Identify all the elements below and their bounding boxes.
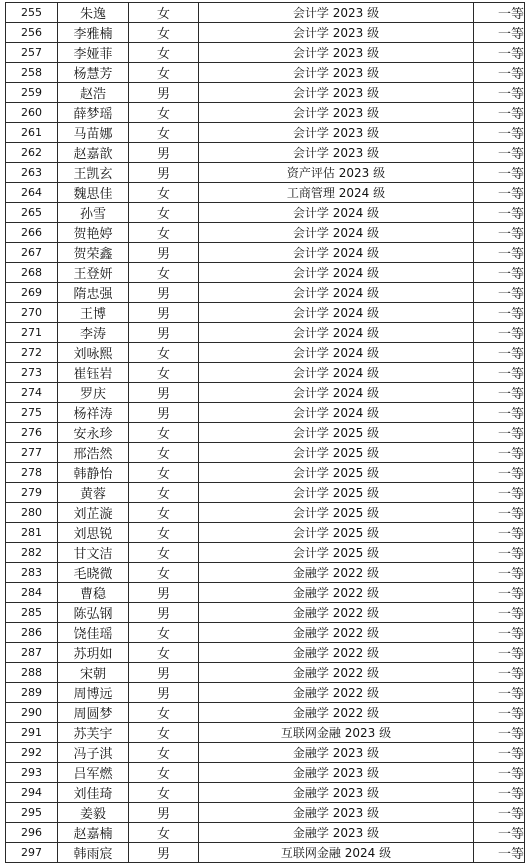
row-number-cell: 289 bbox=[6, 683, 58, 703]
major-cohort-cell: 会计学 2024 级 bbox=[199, 303, 474, 323]
award-level-cell: 一等 bbox=[474, 103, 525, 123]
gender-cell: 女 bbox=[129, 183, 199, 203]
major-cohort-cell: 金融学 2022 级 bbox=[199, 603, 474, 623]
row-number-cell: 296 bbox=[6, 823, 58, 843]
student-name-cell: 吕军燃 bbox=[58, 763, 129, 783]
major-cohort-cell: 会计学 2023 级 bbox=[199, 43, 474, 63]
table-row bbox=[6, 723, 525, 743]
student-name-cell: 冯子淇 bbox=[58, 743, 129, 763]
award-level-cell: 一等 bbox=[474, 403, 525, 423]
table-row bbox=[6, 683, 525, 703]
row-number-cell: 258 bbox=[6, 63, 58, 83]
table-row bbox=[6, 3, 525, 23]
student-name-cell: 孙雪 bbox=[58, 203, 129, 223]
student-name-cell: 马苗娜 bbox=[58, 123, 129, 143]
row-number-cell: 286 bbox=[6, 623, 58, 643]
table-row bbox=[6, 243, 525, 263]
table-row bbox=[6, 363, 525, 383]
table-row bbox=[6, 83, 525, 103]
gender-cell: 女 bbox=[129, 23, 199, 43]
gender-cell: 男 bbox=[129, 243, 199, 263]
student-name-cell: 韩静怡 bbox=[58, 463, 129, 483]
gender-cell: 男 bbox=[129, 663, 199, 683]
gender-cell: 女 bbox=[129, 643, 199, 663]
gender-cell: 女 bbox=[129, 103, 199, 123]
major-cohort-cell: 会计学 2025 级 bbox=[199, 543, 474, 563]
row-number-cell: 281 bbox=[6, 523, 58, 543]
table-row bbox=[6, 543, 525, 563]
gender-cell: 男 bbox=[129, 843, 199, 863]
major-cohort-cell: 会计学 2024 级 bbox=[199, 343, 474, 363]
major-cohort-cell: 会计学 2025 级 bbox=[199, 423, 474, 443]
table-row bbox=[6, 343, 525, 363]
award-level-cell: 一等 bbox=[474, 383, 525, 403]
award-level-cell: 一等 bbox=[474, 43, 525, 63]
award-roster-table bbox=[5, 2, 525, 863]
student-name-cell: 周博远 bbox=[58, 683, 129, 703]
row-number-cell: 262 bbox=[6, 143, 58, 163]
award-level-cell: 一等 bbox=[474, 423, 525, 443]
row-number-cell: 276 bbox=[6, 423, 58, 443]
major-cohort-cell: 金融学 2023 级 bbox=[199, 743, 474, 763]
major-cohort-cell: 金融学 2023 级 bbox=[199, 783, 474, 803]
award-level-cell: 一等 bbox=[474, 63, 525, 83]
student-name-cell: 安永珍 bbox=[58, 423, 129, 443]
row-number-cell: 284 bbox=[6, 583, 58, 603]
student-name-cell: 贺荣鑫 bbox=[58, 243, 129, 263]
major-cohort-cell: 会计学 2024 级 bbox=[199, 383, 474, 403]
student-name-cell: 韩雨宸 bbox=[58, 843, 129, 863]
major-cohort-cell: 金融学 2022 级 bbox=[199, 643, 474, 663]
table-row bbox=[6, 583, 525, 603]
award-level-cell: 一等 bbox=[474, 183, 525, 203]
row-number-cell: 264 bbox=[6, 183, 58, 203]
student-name-cell: 刘芷漩 bbox=[58, 503, 129, 523]
row-number-cell: 269 bbox=[6, 283, 58, 303]
table-row bbox=[6, 203, 525, 223]
table-row bbox=[6, 763, 525, 783]
gender-cell: 女 bbox=[129, 503, 199, 523]
row-number-cell: 295 bbox=[6, 803, 58, 823]
table-row bbox=[6, 643, 525, 663]
student-name-cell: 魏思佳 bbox=[58, 183, 129, 203]
table-row bbox=[6, 743, 525, 763]
gender-cell: 女 bbox=[129, 823, 199, 843]
major-cohort-cell: 会计学 2024 级 bbox=[199, 243, 474, 263]
student-name-cell: 刘佳琦 bbox=[58, 783, 129, 803]
row-number-cell: 290 bbox=[6, 703, 58, 723]
award-level-cell: 一等 bbox=[474, 83, 525, 103]
major-cohort-cell: 会计学 2024 级 bbox=[199, 223, 474, 243]
row-number-cell: 270 bbox=[6, 303, 58, 323]
row-number-cell: 275 bbox=[6, 403, 58, 423]
award-level-cell: 一等 bbox=[474, 823, 525, 843]
gender-cell: 女 bbox=[129, 723, 199, 743]
award-level-cell: 一等 bbox=[474, 363, 525, 383]
major-cohort-cell: 互联网金融 2023 级 bbox=[199, 723, 474, 743]
major-cohort-cell: 会计学 2023 级 bbox=[199, 143, 474, 163]
award-level-cell: 一等 bbox=[474, 843, 525, 863]
student-name-cell: 苏芙宇 bbox=[58, 723, 129, 743]
student-name-cell: 王登妍 bbox=[58, 263, 129, 283]
table-row bbox=[6, 623, 525, 643]
gender-cell: 女 bbox=[129, 263, 199, 283]
major-cohort-cell: 互联网金融 2024 级 bbox=[199, 843, 474, 863]
gender-cell: 男 bbox=[129, 383, 199, 403]
row-number-cell: 279 bbox=[6, 483, 58, 503]
major-cohort-cell: 金融学 2022 级 bbox=[199, 583, 474, 603]
award-level-cell: 一等 bbox=[474, 523, 525, 543]
major-cohort-cell: 会计学 2023 级 bbox=[199, 23, 474, 43]
award-level-cell: 一等 bbox=[474, 343, 525, 363]
student-name-cell: 甘文洁 bbox=[58, 543, 129, 563]
gender-cell: 女 bbox=[129, 483, 199, 503]
table-row bbox=[6, 403, 525, 423]
major-cohort-cell: 工商管理 2024 级 bbox=[199, 183, 474, 203]
award-level-cell: 一等 bbox=[474, 263, 525, 283]
award-level-cell: 一等 bbox=[474, 443, 525, 463]
major-cohort-cell: 会计学 2025 级 bbox=[199, 443, 474, 463]
major-cohort-cell: 金融学 2023 级 bbox=[199, 763, 474, 783]
student-name-cell: 薛梦瑶 bbox=[58, 103, 129, 123]
row-number-cell: 274 bbox=[6, 383, 58, 403]
row-number-cell: 292 bbox=[6, 743, 58, 763]
gender-cell: 男 bbox=[129, 803, 199, 823]
award-level-cell: 一等 bbox=[474, 783, 525, 803]
award-level-cell: 一等 bbox=[474, 703, 525, 723]
award-level-cell: 一等 bbox=[474, 283, 525, 303]
row-number-cell: 278 bbox=[6, 463, 58, 483]
gender-cell: 女 bbox=[129, 203, 199, 223]
student-name-cell: 王凯玄 bbox=[58, 163, 129, 183]
table-row bbox=[6, 183, 525, 203]
gender-cell: 女 bbox=[129, 363, 199, 383]
row-number-cell: 266 bbox=[6, 223, 58, 243]
table-row bbox=[6, 483, 525, 503]
table-row bbox=[6, 63, 525, 83]
student-name-cell: 朱逸 bbox=[58, 3, 129, 23]
row-number-cell: 255 bbox=[6, 3, 58, 23]
award-level-cell: 一等 bbox=[474, 223, 525, 243]
award-level-cell: 一等 bbox=[474, 663, 525, 683]
table-row bbox=[6, 23, 525, 43]
student-name-cell: 苏玥如 bbox=[58, 643, 129, 663]
major-cohort-cell: 金融学 2022 级 bbox=[199, 663, 474, 683]
major-cohort-cell: 会计学 2023 级 bbox=[199, 83, 474, 103]
student-name-cell: 李娅菲 bbox=[58, 43, 129, 63]
award-level-cell: 一等 bbox=[474, 463, 525, 483]
table-row bbox=[6, 703, 525, 723]
gender-cell: 女 bbox=[129, 543, 199, 563]
student-name-cell: 毛晓微 bbox=[58, 563, 129, 583]
student-name-cell: 曹稳 bbox=[58, 583, 129, 603]
row-number-cell: 272 bbox=[6, 343, 58, 363]
student-name-cell: 姜毅 bbox=[58, 803, 129, 823]
award-level-cell: 一等 bbox=[474, 563, 525, 583]
gender-cell: 女 bbox=[129, 43, 199, 63]
table-row bbox=[6, 223, 525, 243]
row-number-cell: 271 bbox=[6, 323, 58, 343]
gender-cell: 女 bbox=[129, 563, 199, 583]
table-row bbox=[6, 263, 525, 283]
table-row bbox=[6, 383, 525, 403]
student-name-cell: 隋忠强 bbox=[58, 283, 129, 303]
major-cohort-cell: 会计学 2024 级 bbox=[199, 403, 474, 423]
row-number-cell: 285 bbox=[6, 603, 58, 623]
row-number-cell: 265 bbox=[6, 203, 58, 223]
gender-cell: 女 bbox=[129, 763, 199, 783]
table-row bbox=[6, 103, 525, 123]
gender-cell: 女 bbox=[129, 3, 199, 23]
student-name-cell: 刘咏熙 bbox=[58, 343, 129, 363]
row-number-cell: 277 bbox=[6, 443, 58, 463]
row-number-cell: 288 bbox=[6, 663, 58, 683]
table-row bbox=[6, 823, 525, 843]
gender-cell: 男 bbox=[129, 143, 199, 163]
table-row bbox=[6, 463, 525, 483]
major-cohort-cell: 金融学 2022 级 bbox=[199, 703, 474, 723]
student-name-cell: 赵嘉歆 bbox=[58, 143, 129, 163]
gender-cell: 女 bbox=[129, 223, 199, 243]
major-cohort-cell: 会计学 2024 级 bbox=[199, 363, 474, 383]
award-level-cell: 一等 bbox=[474, 303, 525, 323]
row-number-cell: 283 bbox=[6, 563, 58, 583]
gender-cell: 女 bbox=[129, 343, 199, 363]
table-row bbox=[6, 303, 525, 323]
award-level-cell: 一等 bbox=[474, 123, 525, 143]
student-name-cell: 李雅楠 bbox=[58, 23, 129, 43]
award-level-cell: 一等 bbox=[474, 543, 525, 563]
student-name-cell: 赵浩 bbox=[58, 83, 129, 103]
major-cohort-cell: 会计学 2025 级 bbox=[199, 463, 474, 483]
award-level-cell: 一等 bbox=[474, 203, 525, 223]
row-number-cell: 280 bbox=[6, 503, 58, 523]
award-level-cell: 一等 bbox=[474, 323, 525, 343]
major-cohort-cell: 会计学 2024 级 bbox=[199, 283, 474, 303]
row-number-cell: 263 bbox=[6, 163, 58, 183]
row-number-cell: 294 bbox=[6, 783, 58, 803]
row-number-cell: 297 bbox=[6, 843, 58, 863]
student-name-cell: 饶佳瑶 bbox=[58, 623, 129, 643]
table-row bbox=[6, 43, 525, 63]
major-cohort-cell: 会计学 2023 级 bbox=[199, 103, 474, 123]
table-row bbox=[6, 123, 525, 143]
row-number-cell: 273 bbox=[6, 363, 58, 383]
table-row bbox=[6, 843, 525, 863]
table-row bbox=[6, 323, 525, 343]
gender-cell: 女 bbox=[129, 623, 199, 643]
table-row bbox=[6, 563, 525, 583]
student-name-cell: 刘思锐 bbox=[58, 523, 129, 543]
award-level-cell: 一等 bbox=[474, 763, 525, 783]
award-level-cell: 一等 bbox=[474, 623, 525, 643]
table-row bbox=[6, 803, 525, 823]
student-name-cell: 黄蓉 bbox=[58, 483, 129, 503]
student-name-cell: 王博 bbox=[58, 303, 129, 323]
gender-cell: 女 bbox=[129, 63, 199, 83]
major-cohort-cell: 金融学 2022 级 bbox=[199, 563, 474, 583]
gender-cell: 男 bbox=[129, 163, 199, 183]
table-row bbox=[6, 523, 525, 543]
row-number-cell: 257 bbox=[6, 43, 58, 63]
gender-cell: 男 bbox=[129, 683, 199, 703]
gender-cell: 女 bbox=[129, 783, 199, 803]
major-cohort-cell: 会计学 2023 级 bbox=[199, 63, 474, 83]
table-row bbox=[6, 283, 525, 303]
gender-cell: 女 bbox=[129, 443, 199, 463]
row-number-cell: 282 bbox=[6, 543, 58, 563]
award-level-cell: 一等 bbox=[474, 643, 525, 663]
student-name-cell: 杨祥涛 bbox=[58, 403, 129, 423]
row-number-cell: 267 bbox=[6, 243, 58, 263]
major-cohort-cell: 会计学 2023 级 bbox=[199, 3, 474, 23]
row-number-cell: 260 bbox=[6, 103, 58, 123]
student-name-cell: 李涛 bbox=[58, 323, 129, 343]
gender-cell: 男 bbox=[129, 603, 199, 623]
table-row bbox=[6, 663, 525, 683]
student-name-cell: 罗庆 bbox=[58, 383, 129, 403]
award-level-cell: 一等 bbox=[474, 603, 525, 623]
roster-body bbox=[6, 3, 525, 863]
gender-cell: 女 bbox=[129, 463, 199, 483]
gender-cell: 男 bbox=[129, 303, 199, 323]
row-number-cell: 256 bbox=[6, 23, 58, 43]
table-row bbox=[6, 603, 525, 623]
major-cohort-cell: 会计学 2024 级 bbox=[199, 323, 474, 343]
row-number-cell: 261 bbox=[6, 123, 58, 143]
major-cohort-cell: 会计学 2025 级 bbox=[199, 523, 474, 543]
gender-cell: 男 bbox=[129, 323, 199, 343]
award-level-cell: 一等 bbox=[474, 243, 525, 263]
gender-cell: 男 bbox=[129, 583, 199, 603]
major-cohort-cell: 金融学 2023 级 bbox=[199, 823, 474, 843]
table-row bbox=[6, 163, 525, 183]
major-cohort-cell: 会计学 2024 级 bbox=[199, 203, 474, 223]
gender-cell: 女 bbox=[129, 743, 199, 763]
table-row bbox=[6, 143, 525, 163]
award-level-cell: 一等 bbox=[474, 483, 525, 503]
gender-cell: 男 bbox=[129, 83, 199, 103]
major-cohort-cell: 会计学 2025 级 bbox=[199, 503, 474, 523]
major-cohort-cell: 金融学 2022 级 bbox=[199, 683, 474, 703]
major-cohort-cell: 资产评估 2023 级 bbox=[199, 163, 474, 183]
row-number-cell: 268 bbox=[6, 263, 58, 283]
award-level-cell: 一等 bbox=[474, 583, 525, 603]
student-name-cell: 邢浩然 bbox=[58, 443, 129, 463]
award-level-cell: 一等 bbox=[474, 723, 525, 743]
row-number-cell: 291 bbox=[6, 723, 58, 743]
table-row bbox=[6, 783, 525, 803]
gender-cell: 男 bbox=[129, 403, 199, 423]
student-name-cell: 赵嘉楠 bbox=[58, 823, 129, 843]
row-number-cell: 293 bbox=[6, 763, 58, 783]
award-level-cell: 一等 bbox=[474, 23, 525, 43]
row-number-cell: 259 bbox=[6, 83, 58, 103]
major-cohort-cell: 金融学 2023 级 bbox=[199, 803, 474, 823]
award-level-cell: 一等 bbox=[474, 143, 525, 163]
student-name-cell: 陈弘钢 bbox=[58, 603, 129, 623]
gender-cell: 女 bbox=[129, 423, 199, 443]
major-cohort-cell: 会计学 2023 级 bbox=[199, 123, 474, 143]
award-level-cell: 一等 bbox=[474, 743, 525, 763]
gender-cell: 男 bbox=[129, 283, 199, 303]
gender-cell: 女 bbox=[129, 123, 199, 143]
gender-cell: 女 bbox=[129, 523, 199, 543]
table-row bbox=[6, 423, 525, 443]
student-name-cell: 杨慧芳 bbox=[58, 63, 129, 83]
student-name-cell: 崔钰岩 bbox=[58, 363, 129, 383]
award-level-cell: 一等 bbox=[474, 3, 525, 23]
major-cohort-cell: 金融学 2022 级 bbox=[199, 623, 474, 643]
major-cohort-cell: 会计学 2024 级 bbox=[199, 263, 474, 283]
award-level-cell: 一等 bbox=[474, 803, 525, 823]
award-level-cell: 一等 bbox=[474, 503, 525, 523]
table-row bbox=[6, 443, 525, 463]
student-name-cell: 贺艳婷 bbox=[58, 223, 129, 243]
award-level-cell: 一等 bbox=[474, 163, 525, 183]
award-level-cell: 一等 bbox=[474, 683, 525, 703]
student-name-cell: 宋朝 bbox=[58, 663, 129, 683]
major-cohort-cell: 会计学 2025 级 bbox=[199, 483, 474, 503]
student-name-cell: 周圆梦 bbox=[58, 703, 129, 723]
table-row bbox=[6, 503, 525, 523]
gender-cell: 女 bbox=[129, 703, 199, 723]
row-number-cell: 287 bbox=[6, 643, 58, 663]
